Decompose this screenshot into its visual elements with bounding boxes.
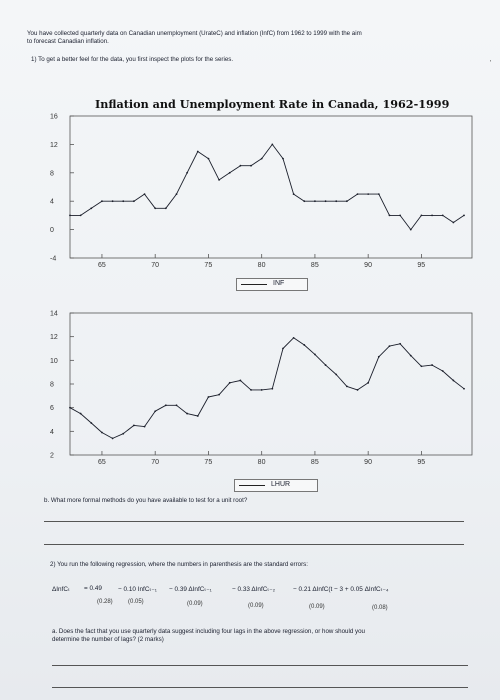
page-edge-mark: ' (490, 60, 492, 67)
legend-lhur (234, 479, 318, 492)
series-point (346, 385, 348, 387)
series-point (144, 193, 146, 195)
series-point (239, 165, 241, 167)
series-point (421, 365, 423, 367)
series-point (325, 200, 327, 202)
series-point (101, 200, 103, 202)
series-point (389, 345, 391, 347)
series-point (69, 215, 71, 217)
series-point (261, 158, 263, 160)
series-point (197, 151, 199, 153)
series-point (176, 404, 178, 406)
series-point (122, 200, 124, 202)
y-tick-label: 0 (50, 227, 54, 235)
series-point (112, 438, 114, 440)
regression-term-2: − 0.10 InfCₜ₋₁ (118, 586, 157, 593)
series-point (186, 413, 188, 415)
series-point (463, 215, 465, 217)
series-point (357, 389, 359, 391)
series-point (303, 200, 305, 202)
series-point (101, 432, 103, 434)
answer-line (44, 544, 464, 545)
series-point (144, 426, 146, 428)
series-point (250, 389, 252, 391)
series-point (229, 172, 231, 174)
regression-term-1: = 0.49 (84, 585, 102, 592)
question-2a-line-2: determine the number of lags? (2 marks) (52, 636, 164, 643)
series-point (367, 382, 369, 384)
y-tick-label: 16 (50, 113, 58, 121)
series-point (410, 355, 412, 357)
y-tick-label: 8 (50, 381, 54, 389)
series-point (186, 172, 188, 174)
series-point (176, 193, 178, 195)
legend-inf-label: INF (273, 280, 285, 287)
series-point (367, 193, 369, 195)
y-tick-label: 14 (50, 310, 58, 318)
series-point (431, 364, 433, 366)
series-point (218, 179, 220, 181)
answer-line (52, 665, 468, 666)
y-tick-label: 10 (50, 357, 58, 365)
y-tick-label: 4 (50, 428, 54, 436)
series-point (378, 356, 380, 358)
std-error-1: (0.28) (97, 599, 113, 605)
series-point (80, 215, 82, 217)
x-tick-label: 90 (364, 459, 372, 466)
question-1b: b. What more formal methods do you have available to test for a unit root? (44, 497, 248, 504)
series-point (378, 193, 380, 195)
series-point (69, 407, 71, 409)
x-tick-label: 80 (257, 459, 266, 466)
question-2: 2) You run the following regression, where the numbers in parenthesis are the standard errors: (50, 561, 308, 568)
unemployment-chart (40, 305, 480, 485)
x-tick-label: 70 (151, 459, 159, 466)
x-tick-label: 95 (417, 459, 426, 466)
series-point (399, 343, 401, 345)
x-tick-label: 80 (257, 262, 266, 269)
series-point (389, 215, 391, 217)
y-tick-label: 4 (50, 198, 54, 206)
inflation-chart (40, 108, 480, 288)
y-tick-label: -4 (50, 255, 57, 263)
series-point (335, 200, 337, 202)
x-tick-label: 90 (364, 262, 372, 269)
y-tick-label: 8 (50, 170, 54, 178)
intro-line-1: You have collected quarterly data on Canadian unemployment (UrateC) and inflation (InfC) from 1962 to 1999 with the aim (27, 30, 362, 37)
series-point (325, 364, 327, 366)
y-tick-label: 12 (50, 334, 58, 342)
series-line (70, 144, 464, 229)
std-error-3: (0.09) (187, 601, 203, 607)
std-error-6: (0.08) (372, 605, 388, 611)
series-point (271, 144, 273, 146)
series-point (80, 413, 82, 415)
series-point (122, 433, 124, 435)
series-point (442, 370, 444, 372)
series-point (90, 207, 92, 209)
regression-lhs: ΔInfCₜ (52, 586, 70, 593)
intro-line-2: to forecast Canadian inflation. (27, 38, 109, 45)
x-tick-label: 95 (417, 262, 426, 269)
series-point (346, 200, 348, 202)
regression-term-3: − 0.39 ΔInfCₜ₋₁ (169, 586, 212, 593)
series-point (410, 229, 412, 231)
regression-term-4: − 0.33 ΔInfCₜ₋₂ (232, 586, 276, 593)
series-point (452, 380, 454, 382)
series-point (261, 389, 263, 391)
std-error-2: (0.05) (128, 599, 144, 605)
series-point (303, 344, 305, 346)
series-point (208, 396, 210, 398)
answer-line (52, 687, 468, 688)
series-point (154, 410, 156, 412)
x-tick-label: 85 (310, 459, 319, 466)
question-1: 1) To get a better feel for the data, you first inspect the plots for the series. (31, 56, 234, 63)
series-point (271, 388, 273, 390)
series-point (165, 404, 167, 406)
plot-frame (70, 313, 472, 455)
series-point (293, 337, 295, 339)
series-point (133, 200, 135, 202)
legend-lhur-label: LHUR (271, 481, 291, 488)
x-tick-label: 85 (310, 262, 319, 269)
series-point (239, 380, 241, 382)
question-2a-line-1: a. Does the fact that you use quarterly data suggest including four lags in the above regression, or how should you (52, 628, 366, 635)
series-point (133, 425, 135, 427)
chart-title: Inflation and Unemployment Rate in Canada, 1962-1999 (95, 97, 450, 111)
series-point (208, 158, 210, 160)
series-point (154, 207, 156, 209)
legend-inf-swatch (241, 284, 267, 285)
series-point (229, 382, 231, 384)
series-point (250, 165, 252, 167)
x-tick-label: 65 (97, 262, 106, 269)
x-tick-label: 65 (97, 459, 106, 466)
y-tick-label: 12 (50, 141, 58, 149)
legend-lhur-swatch (239, 485, 265, 486)
legend-inf (236, 278, 308, 291)
series-point (357, 193, 359, 195)
series-point (421, 215, 423, 217)
series-point (165, 207, 167, 209)
series-point (452, 222, 454, 224)
x-tick-label: 75 (204, 459, 213, 466)
series-point (314, 354, 316, 356)
x-tick-label: 75 (204, 262, 213, 269)
answer-line (44, 521, 464, 522)
plot-frame (70, 116, 472, 258)
std-error-4: (0.09) (248, 603, 264, 609)
series-point (282, 348, 284, 350)
y-tick-label: 2 (50, 452, 54, 460)
series-point (197, 415, 199, 417)
series-point (112, 200, 114, 202)
series-point (218, 394, 220, 396)
series-point (335, 374, 337, 376)
series-line (70, 338, 464, 439)
series-point (282, 158, 284, 160)
y-tick-label: 6 (50, 405, 54, 413)
series-point (442, 215, 444, 217)
series-point (399, 215, 401, 217)
std-error-5: (0.09) (309, 604, 325, 610)
series-point (90, 422, 92, 424)
series-point (463, 388, 465, 390)
regression-term-5: − 0.21 ΔInfC(t − 3 + 0.05 ΔInfCₜ₋₄ (293, 586, 389, 593)
series-point (293, 193, 295, 195)
series-point (314, 200, 316, 202)
x-tick-label: 70 (151, 262, 159, 269)
series-point (431, 215, 433, 217)
